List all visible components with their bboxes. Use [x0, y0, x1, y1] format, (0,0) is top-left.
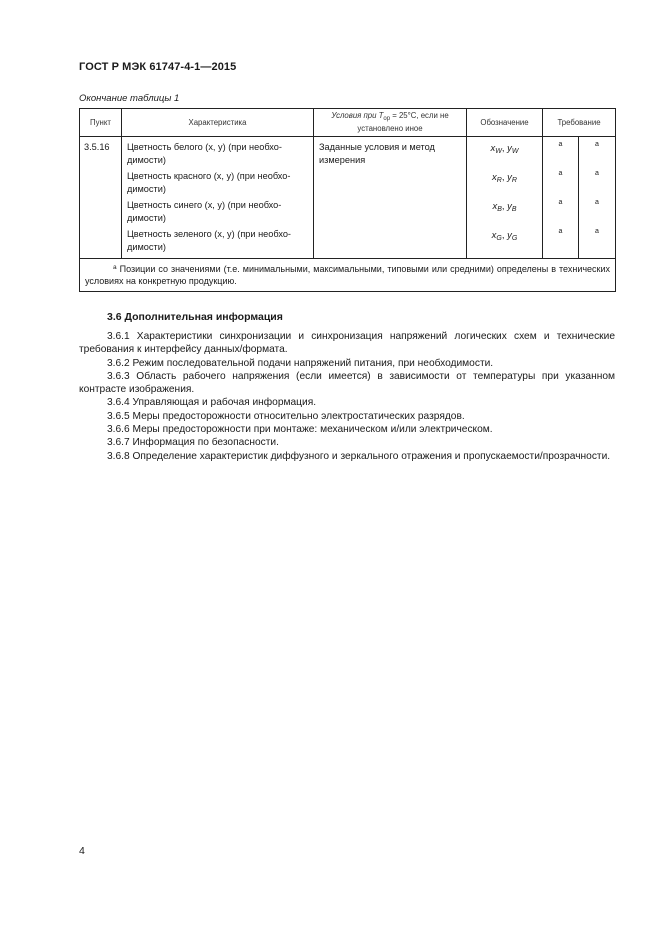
paragraph: 3.6.2 Режим последовательной подачи напряжений питания, при необходимости. [107, 357, 494, 369]
table-header-row [80, 109, 616, 137]
symbol-sep: , [501, 143, 508, 154]
requirement-marker: a [595, 141, 599, 148]
footnote-paragraph [85, 262, 610, 287]
symbol-sep: , [501, 230, 508, 241]
symbol-y-sub: G [511, 235, 518, 242]
requirement-marker: a [558, 170, 563, 177]
table-footnote [80, 259, 616, 292]
symbol-x: x [491, 230, 497, 241]
requirement-marker: a [558, 199, 563, 206]
conditions-cell [314, 137, 467, 259]
symbol-item [467, 171, 542, 200]
symbols-cell [467, 137, 543, 259]
symbol-item [467, 229, 542, 258]
table-caption: Окончание таблицы 1 [79, 93, 180, 104]
characteristic-item: Цветность зеленого (x, y) (при необхо-димости) [127, 229, 291, 252]
symbol-x-sub: B [497, 206, 502, 213]
requirement-cell-2 [579, 137, 616, 259]
symbol-x: x [490, 143, 496, 154]
paragraph: 3.6.8 Определение характеристик диффузного и зеркального отражения и пропускаемости/прозрачности. [107, 450, 611, 462]
symbol-x-sub: G [496, 235, 502, 242]
symbol-y: y [507, 201, 512, 212]
header-conditions-sub: op [383, 116, 391, 122]
section-title: 3.6 Дополнительная информация [107, 311, 283, 323]
document-header: ГОСТ Р МЭК 61747-4-1—2015 [79, 61, 237, 73]
requirement-marker: a [558, 141, 563, 148]
table-footnote-row [80, 259, 616, 292]
symbol-sep: , [501, 201, 508, 212]
footnote-marker: a [113, 264, 117, 271]
header-characteristic: Характеристика [122, 109, 314, 137]
paragraph: 3.6.7 Информация по безопасности. [107, 437, 279, 449]
paragraph: 3.6.5 Меры предосторожности относительно электростатических разрядов. [107, 410, 465, 422]
symbol-y-sub: W [511, 148, 519, 155]
header-symbol: Обозначение [467, 109, 543, 137]
symbol-sep: , [501, 172, 508, 183]
requirement-marker: a [595, 199, 599, 206]
specification-table [79, 108, 616, 292]
clause-cell [80, 137, 122, 259]
requirement-marker: a [595, 228, 599, 235]
header-conditions-suffix: = 25°C, если не установлено иное [357, 111, 449, 133]
symbol-x: x [492, 172, 497, 183]
conditions-text: Заданные условия и метод измерения [319, 142, 435, 165]
footnote-text: Позиции со значениями (т.е. минимальными, максимальными, типовыми или средними) определены в технических условиях на конкретную продукцию. [85, 264, 611, 286]
requirement-marker: a [558, 228, 563, 235]
symbol-item [467, 142, 542, 171]
symbol-x-sub: W [495, 148, 502, 155]
symbol-y: y [507, 172, 512, 183]
clause-number: 3.5.16 [84, 142, 110, 152]
symbol-x: x [492, 201, 498, 212]
header-conditions-prefix: Условия при T [331, 111, 384, 120]
characteristics-cell [122, 137, 314, 259]
symbol-y-sub: R [511, 177, 517, 184]
header-requirement: Требование [543, 109, 616, 137]
characteristic-item: Цветность красного (x, y) (при необхо-димости) [127, 171, 291, 194]
header-conditions [314, 109, 467, 137]
requirement-marker: a [595, 170, 599, 177]
requirement-cell-1 [543, 137, 579, 259]
paragraph: 3.6.1 Характеристики синхронизации и синхронизация напряжений логических схем и технические требования к интерфейсу данных/формата. [79, 331, 615, 356]
symbol-x-sub: R [496, 177, 502, 184]
symbol-y-sub: B [511, 206, 517, 213]
symbol-item [467, 200, 542, 229]
characteristic-item: Цветность белого (x, y) (при необхо-димости) [127, 142, 282, 165]
paragraph: 3.6.6 Меры предосторожности при монтаже: механическом и/или электрическом. [107, 424, 493, 436]
page-number: 4 [79, 845, 85, 857]
characteristic-item: Цветность синего (x, y) (при необхо-димости) [127, 200, 282, 223]
section-paragraphs [79, 330, 615, 463]
paragraph: 3.6.4 Управляющая и рабочая информация. [107, 397, 317, 409]
header-clause: Пункт [80, 109, 122, 137]
table-body-row [80, 137, 616, 259]
symbol-y: y [507, 230, 512, 241]
paragraph: 3.6.3 Область рабочего напряжения (если имеется) в зависимости от температуры при указанном контрасте изображения. [79, 370, 615, 396]
symbol-y: y [507, 143, 512, 154]
